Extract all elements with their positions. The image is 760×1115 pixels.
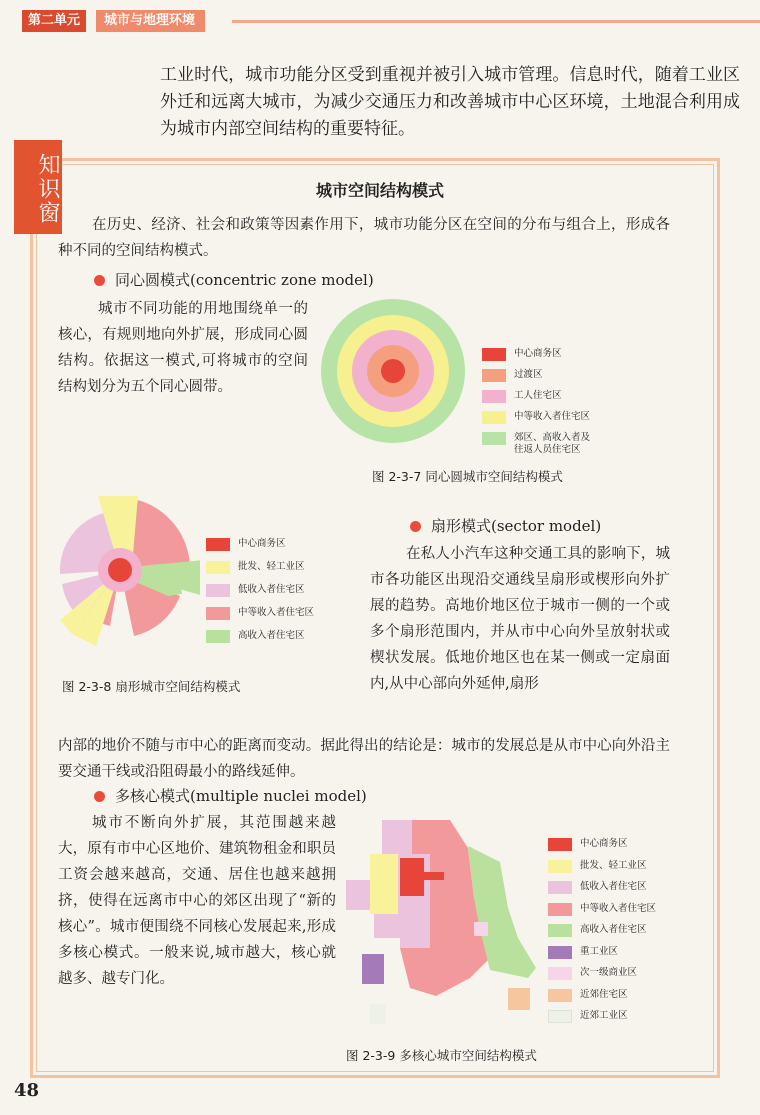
box-title: 城市空间结构模式 [315,181,444,200]
nuclei-light-industry [370,854,398,914]
legend-swatch [548,989,572,1002]
nuclei-suburb-residence [508,988,530,1010]
legend-swatch [548,1010,572,1023]
nuclei-sub-business [474,922,488,936]
legend-label: 高收入者住宅区 [238,630,305,641]
legend-label-line2: 往返人员住宅区 [514,444,581,455]
legend-swatch [206,630,230,643]
legend-swatch [482,369,506,382]
box-lead: 在历史、经济、社会和政策等因素作用下，城市功能分区在空间的分布与组合上，形成各种不同的空间结构模式。 [58,217,670,259]
legend-label: 低收入者住宅区 [238,584,305,595]
legend-swatch [548,924,572,937]
page-header [22,10,760,32]
intro-paragraph: 工业时代，城市功能分区受到重视并被引入城市管理。信息时代，随着工业区外迁和远离大城市，为减少交通压力和改善城市中心区环境，土地混合利用成为城市内部空间结构的重要特征。 [160,65,740,139]
nuclei-heading-text: 多核心模式(multiple nuclei model) [115,787,367,805]
legend-label: 中心商务区 [238,538,286,549]
concentric-text: 城市不同功能的用地围绕单一的核心，有规则地向外扩展，形成同心圆结构。依据这一模式,可将城市的空间结构划分为五个同心圆带。 [58,301,308,395]
legend-label: 低收入者住宅区 [580,881,647,892]
chapter-label: 城市与地理环境 [96,10,205,32]
bullet-dot-icon [410,521,421,532]
nuclei-suburb-industry [370,1004,386,1024]
concentric-diagram [320,298,466,444]
legend-label: 批发、轻工业区 [580,859,647,871]
sector-text-right: 在私人小汽车这种交通工具的影响下，城市各功能区出现沿交通线呈扇形或楔形向外扩展的趋势。高地价地区位于城市一侧的一个或多个扇形范围内，并从市中心向外呈放射状或楔状发展。低地价地区也在某一侧或一定扇面内,从中心部向外延伸,扇形 [370,546,670,692]
legend-swatch [206,561,230,574]
concentric-heading-text: 同心圆模式(concentric zone model) [115,271,374,289]
legend-label-line1: 郊区、高收入者及 [514,432,591,443]
figure-caption-2-3-7: 图 2-3-7 同心圆城市空间结构模式 [372,469,563,484]
bullet-dot-icon [94,791,105,802]
figure-caption-2-3-8: 图 2-3-8 扇形城市空间结构模式 [62,679,241,694]
nuclei-diagram [340,818,540,1028]
legend-label: 批发、轻工业区 [238,561,305,572]
legend-label: 中心商务区 [580,838,628,849]
page-number: 48 [14,1080,40,1101]
legend-swatch [548,967,572,980]
legend-swatch [206,607,230,620]
legend-swatch [548,881,572,894]
legend-label: 高收入者住宅区 [580,924,647,935]
sector-cbd [108,558,132,582]
legend-label: 过渡区 [514,369,543,380]
legend-label: 近郊工业区 [580,1010,628,1021]
unit-label: 第二单元 [22,10,86,32]
nuclei-heavy-industry [362,954,384,984]
legend-label: 次一级商业区 [580,967,638,978]
legend-label: 中等收入者住宅区 [238,607,315,618]
legend-swatch [548,903,572,916]
sector-heading [410,516,601,536]
legend-swatch [206,584,230,597]
sector-diagram [50,490,200,660]
legend-label [514,432,590,456]
bullet-dot-icon [94,275,105,286]
legend-label: 中等收入者住宅区 [580,902,657,914]
legend-swatch [206,538,230,551]
sector-text-full: 内部的地价不随与市中心的距离而变动。据此得出的结论是：城市的发展总是从市中心向外沿主要交通干线或沿阻碍最小的路线延伸。 [58,738,670,780]
legend-swatch [482,432,506,445]
legend-label: 中等收入者住宅区 [514,411,591,422]
legend-swatch [548,860,572,873]
legend-swatch [482,411,506,424]
legend-swatch [548,946,572,959]
legend-swatch [482,390,506,403]
zone-cbd [381,359,405,383]
knowledge-window-tab: 知识窗 [14,140,62,234]
header-rule [232,20,760,23]
concentric-heading [94,270,374,290]
legend-label: 工人住宅区 [514,390,562,401]
legend-label: 中心商务区 [514,348,562,359]
nuclei-text: 城市不断向外扩展，其范围越来越大，原有市中心区地价、建筑物租金和职员工资会越来越高，交通、居住也越来越拥挤，使得在远离市中心的郊区出现了“新的核心”。城市便围绕不同核心发展起来,形成多核心模式。一般来说,城市越大，核心就越多、越专门化。 [58,815,336,987]
nuclei-heading [94,786,367,806]
legend-swatch [482,348,506,361]
legend-label: 近郊住宅区 [580,988,628,1000]
sector-heading-text: 扇形模式(sector model) [431,517,602,535]
legend-swatch [548,838,572,851]
legend-label: 重工业区 [580,945,619,957]
figure-caption-2-3-9: 图 2-3-9 多核心城市空间结构模式 [346,1048,537,1063]
